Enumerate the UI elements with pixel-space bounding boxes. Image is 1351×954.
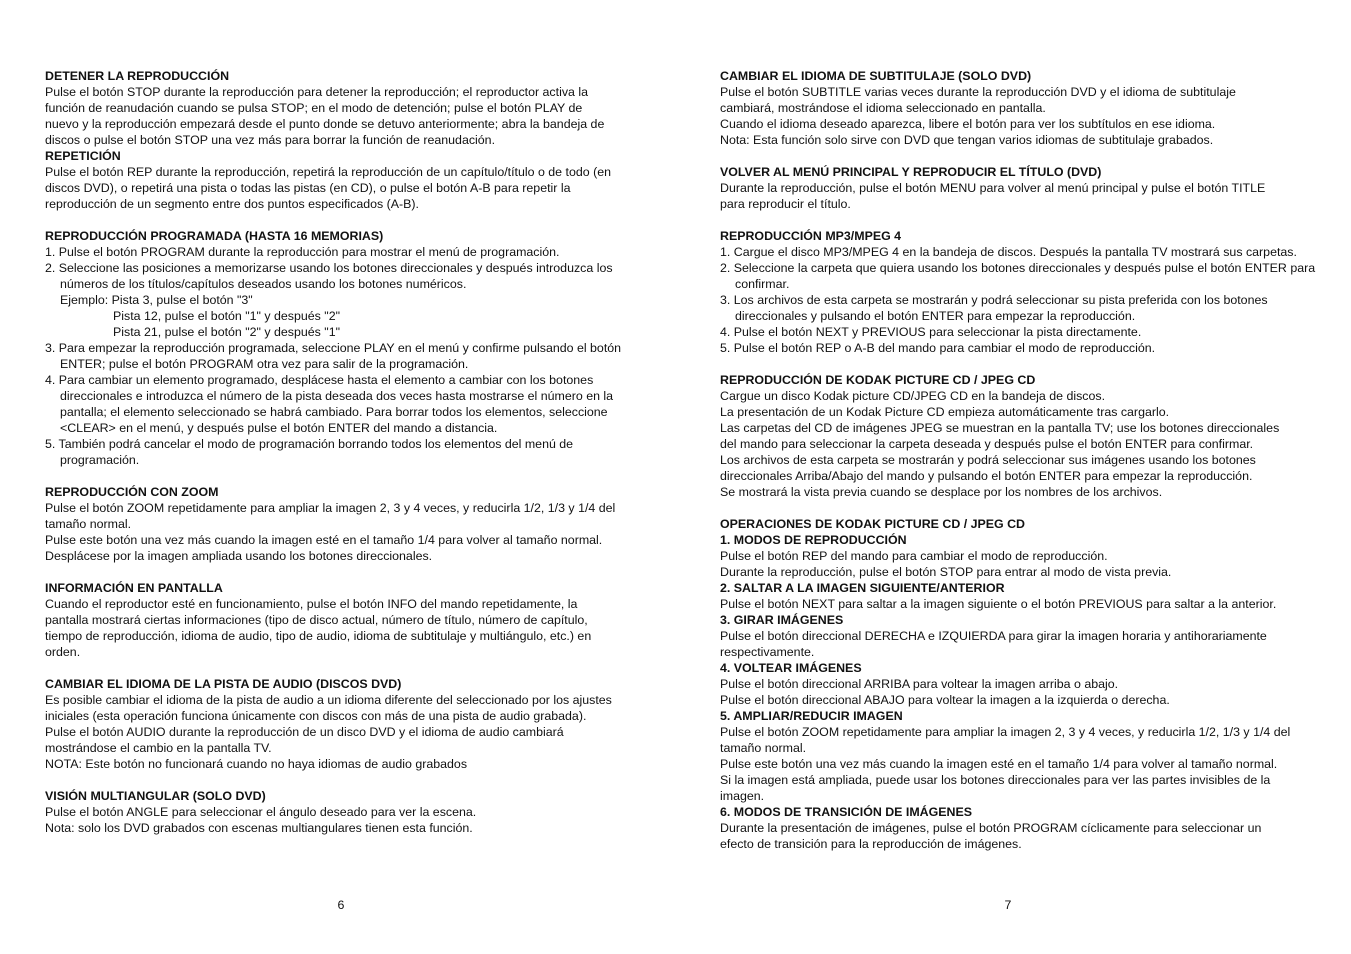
section-title: REPRODUCCIÓN MP3/MPEG 4	[720, 229, 902, 243]
list-item: 1. Cargue el disco MP3/MPEG 4 en la bandeja de discos. Después la pantalla TV mostrará sus carpetas.	[720, 245, 1297, 259]
paragraph-line: Desplácese por la imagen ampliada usando los botones direccionales.	[45, 549, 433, 563]
list-item: 3. Para empezar la reproducción programada, seleccione PLAY en el menú y confirme pulsando el botón ENTER; pulse el botón PROGRAM otra vez para salir de la programación.	[45, 341, 622, 371]
paragraph-line: Las carpetas del CD de imágenes JPEG se muestran en la pantalla TV; use los botones direccionales	[720, 421, 1280, 435]
page-number-left: 6	[337, 898, 345, 912]
paragraph-line: para reproducir el título.	[720, 197, 851, 211]
paragraph-line: Pulse el botón ZOOM repetidamente para ampliar la imagen 2, 3 y 4 veces, y reducirla 1/2, 1/3 y 1/4 del	[720, 725, 1291, 739]
paragraph-line: discos DVD), o repetirá una pista o todas las pistas (en CD), o pulse el botón A-B para repetir la	[45, 181, 571, 195]
section-title: INFORMACIÓN EN PANTALLA	[45, 581, 223, 595]
paragraph-line: Pulse este botón una vez más cuando la imagen esté en el tamaño 1/4 para volver al tamaño normal.	[45, 533, 603, 547]
paragraph-line: Pulse el botón REP del mando para cambiar el modo de reproducción.	[720, 549, 1108, 563]
paragraph-line: Durante la presentación de imágenes, pulse el botón PROGRAM cíclicamente para seleccionar un	[720, 821, 1262, 835]
section-title: VISIÓN MULTIANGULAR (SOLO DVD)	[45, 789, 266, 803]
example-line: Pista 12, pulse el botón "1" y después "2"	[113, 309, 341, 323]
subsection-title: 2. SALTAR A LA IMAGEN SIGUIENTE/ANTERIOR	[720, 581, 1005, 595]
paragraph-line: reproducción de un segmento entre dos puntos especificados (A-B).	[45, 197, 419, 211]
paragraph-line: Durante la reproducción, pulse el botón MENU para volver al menú principal y pulse el botón TITLE	[720, 181, 1266, 195]
page-number-right: 7	[1004, 898, 1012, 912]
paragraph-line: Pulse el botón direccional DERECHA e IZQUIERDA para girar la imagen horaria y antihorariamente	[720, 629, 1267, 643]
paragraph-line: Pulse el botón AUDIO durante la reproducción de un disco DVD y el idioma de audio cambiará	[45, 725, 564, 739]
paragraph-line: Pulse este botón una vez más cuando la imagen esté en el tamaño 1/4 para volver al tamaño normal.	[720, 757, 1278, 771]
paragraph-line: Nota: solo los DVD grabados con escenas multiangulares tienen esta función.	[45, 821, 473, 835]
paragraph-line: Pulse el botón STOP durante la reproducción para detener la reproducción; el reproductor activa la	[45, 85, 588, 99]
paragraph-line: iniciales (esta operación funciona únicamente con discos con más de una pista de audio grabada).	[45, 709, 587, 723]
section-title: CAMBIAR EL IDIOMA DE SUBTITULAJE (SOLO DVD)	[720, 69, 1032, 83]
paragraph-line: efecto de transición para la reproducción de imágenes.	[720, 837, 1022, 851]
paragraph-line: respectivamente.	[720, 645, 815, 659]
paragraph-line: orden.	[45, 645, 81, 659]
paragraph-line: Pulse el botón ZOOM repetidamente para ampliar la imagen 2, 3 y 4 veces, y reducirla 1/2, 1/3 y 1/4 del	[45, 501, 616, 515]
example-line: Ejemplo: Pista 3, pulse el botón "3"	[60, 293, 253, 307]
paragraph-line: Pulse el botón REP durante la reproducción, repetirá la reproducción de un capítulo/título o de todo (en	[45, 165, 611, 179]
paragraph-line: NOTA: Este botón no funcionará cuando no haya idiomas de audio grabados	[45, 757, 468, 771]
paragraph-line: pantalla mostrará ciertas informaciones (tipo de disco actual, número de título, número de capítulo,	[45, 613, 588, 627]
section-title: VOLVER AL MENÚ PRINCIPAL Y REPRODUCIR EL TÍTULO (DVD)	[720, 165, 1102, 179]
paragraph-line: Durante la reproducción, pulse el botón STOP para entrar al modo de vista previa.	[720, 565, 1172, 579]
section-title: OPERACIONES DE KODAK PICTURE CD / JPEG CD	[720, 517, 1025, 531]
paragraph-line: mostrándose el cambio en la pantalla TV.	[45, 741, 272, 755]
section-title: REPRODUCCIÓN CON ZOOM	[45, 485, 219, 499]
paragraph-line: Pulse el botón ANGLE para seleccionar el ángulo deseado para ver la escena.	[45, 805, 477, 819]
paragraph-line: Es posible cambiar el idioma de la pista de audio a un idioma diferente del seleccionado por los ajustes	[45, 693, 612, 707]
section-title: CAMBIAR EL IDIOMA DE LA PISTA DE AUDIO (DISCOS DVD)	[45, 677, 402, 691]
paragraph-line: Cargue un disco Kodak picture CD/JPEG CD en la bandeja de discos.	[720, 389, 1106, 403]
section-title: DETENER LA REPRODUCCIÓN	[45, 69, 230, 83]
list-item: 2. Seleccione la carpeta que quiera usando los botones direccionales y después pulse el botón ENTER para confirmar.	[720, 261, 1316, 291]
paragraph-line: cambiará, mostrándose el idioma seleccionado en pantalla.	[720, 101, 1046, 115]
section-title: REPETICIÓN	[45, 149, 121, 163]
list-item: 5. También podrá cancelar el modo de programación borrando todos los elementos del menú de programación.	[45, 437, 574, 467]
paragraph-line: imagen.	[720, 789, 765, 803]
paragraph-line: direccionales Arriba/Abajo del mando y pulsando el botón ENTER para empezar la reproducción.	[720, 469, 1253, 483]
section-title: REPRODUCCIÓN PROGRAMADA (HASTA 16 MEMORIAS)	[45, 229, 384, 243]
right-page	[720, 68, 1320, 852]
left-page	[45, 68, 645, 836]
paragraph-line: tamaño normal.	[720, 741, 807, 755]
list-item: 3. Los archivos de esta carpeta se mostrarán y podrá seleccionar su pista preferida con los botones direccionales y pulsando el botón ENTER para empezar la reproducción.	[720, 293, 1268, 323]
paragraph-line: Los archivos de esta carpeta se mostrarán y podrá seleccionar sus imágenes usando los botones	[720, 453, 1256, 467]
paragraph-line: Cuando el reproductor esté en funcionamiento, pulse el botón INFO del mando repetidamente, la	[45, 597, 578, 611]
paragraph-line: tamaño normal.	[45, 517, 132, 531]
paragraph-line: Pulse el botón direccional ABAJO para voltear la imagen a la izquierda o derecha.	[720, 693, 1170, 707]
paragraph-line: Si la imagen está ampliada, puede usar los botones direccionales para ver las partes invisibles de la	[720, 773, 1271, 787]
paragraph-line: del mando para seleccionar la carpeta deseada y después pulse el botón ENTER para confirmar.	[720, 437, 1254, 451]
subsection-title: 4. VOLTEAR IMÁGENES	[720, 661, 862, 675]
subsection-title: 6. MODOS DE TRANSICIÓN DE IMÁGENES	[720, 805, 972, 819]
list-item: 5. Pulse el botón REP o A-B del mando para cambiar el modo de reproducción.	[720, 341, 1156, 355]
list-item: 4. Pulse el botón NEXT y PREVIOUS para seleccionar la pista directamente.	[720, 325, 1142, 339]
section-title: REPRODUCCIÓN DE KODAK PICTURE CD / JPEG CD	[720, 373, 1036, 387]
subsection-title: 1. MODOS DE REPRODUCCIÓN	[720, 533, 907, 547]
list-item: 1. Pulse el botón PROGRAM durante la reproducción para mostrar el menú de programación.	[45, 245, 560, 259]
paragraph-line: tiempo de reproducción, idioma de audio, tipo de audio, idioma de subtitulaje y multiángulo, etc.) en	[45, 629, 592, 643]
paragraph-line: Cuando el idioma deseado aparezca, libere el botón para ver los subtítulos en ese idioma.	[720, 117, 1216, 131]
paragraph-line: Pulse el botón NEXT para saltar a la imagen siguiente o el botón PREVIOUS para saltar a la anterior.	[720, 597, 1277, 611]
paragraph-line: Pulse el botón SUBTITLE varias veces durante la reproducción DVD y el idioma de subtitulaje	[720, 85, 1236, 99]
paragraph-line: Pulse el botón direccional ARRIBA para voltear la imagen arriba o abajo.	[720, 677, 1119, 691]
list-item: 2. Seleccione las posiciones a memorizarse usando los botones direccionales y después introduzca los números de los títulos/capítulos deseados usando los botones numéricos.	[45, 261, 613, 291]
paragraph-line: La presentación de un Kodak Picture CD empieza automáticamente tras cargarlo.	[720, 405, 1170, 419]
example-line: Pista 21, pulse el botón "2" y después "1"	[113, 325, 341, 339]
subsection-title: 5. AMPLIAR/REDUCIR IMAGEN	[720, 709, 903, 723]
subsection-title: 3. GIRAR IMÁGENES	[720, 613, 844, 627]
paragraph-line: función de reanudación cuando se pulsa STOP; en el modo de detención; pulse el botón PLAY de	[45, 101, 583, 115]
list-item: 4. Para cambiar un elemento programado, desplácese hasta el elemento a cambiar con los botones direccionales e introduzca el número de la pista deseada dos veces hasta mostrarse el número en la pantalla; el elemento seleccionado se habrá cambiado. Para borrar todos los elementos, seleccione <CLEAR> en el menú, y después pulse el botón ENTER del mando a distancia.	[45, 373, 614, 435]
paragraph-line: Nota: Esta función solo sirve con DVD que tengan varios idiomas de subtitulaje grabados.	[720, 133, 1214, 147]
paragraph-line: nuevo y la reproducción empezará desde el punto donde se detuvo anteriormente; abra la bandeja de	[45, 117, 605, 131]
paragraph-line: Se mostrará la vista previa cuando se desplace por los nombres de los archivos.	[720, 485, 1163, 499]
paragraph-line: discos o pulse el botón STOP una vez más para borrar la función de reanudación.	[45, 133, 496, 147]
